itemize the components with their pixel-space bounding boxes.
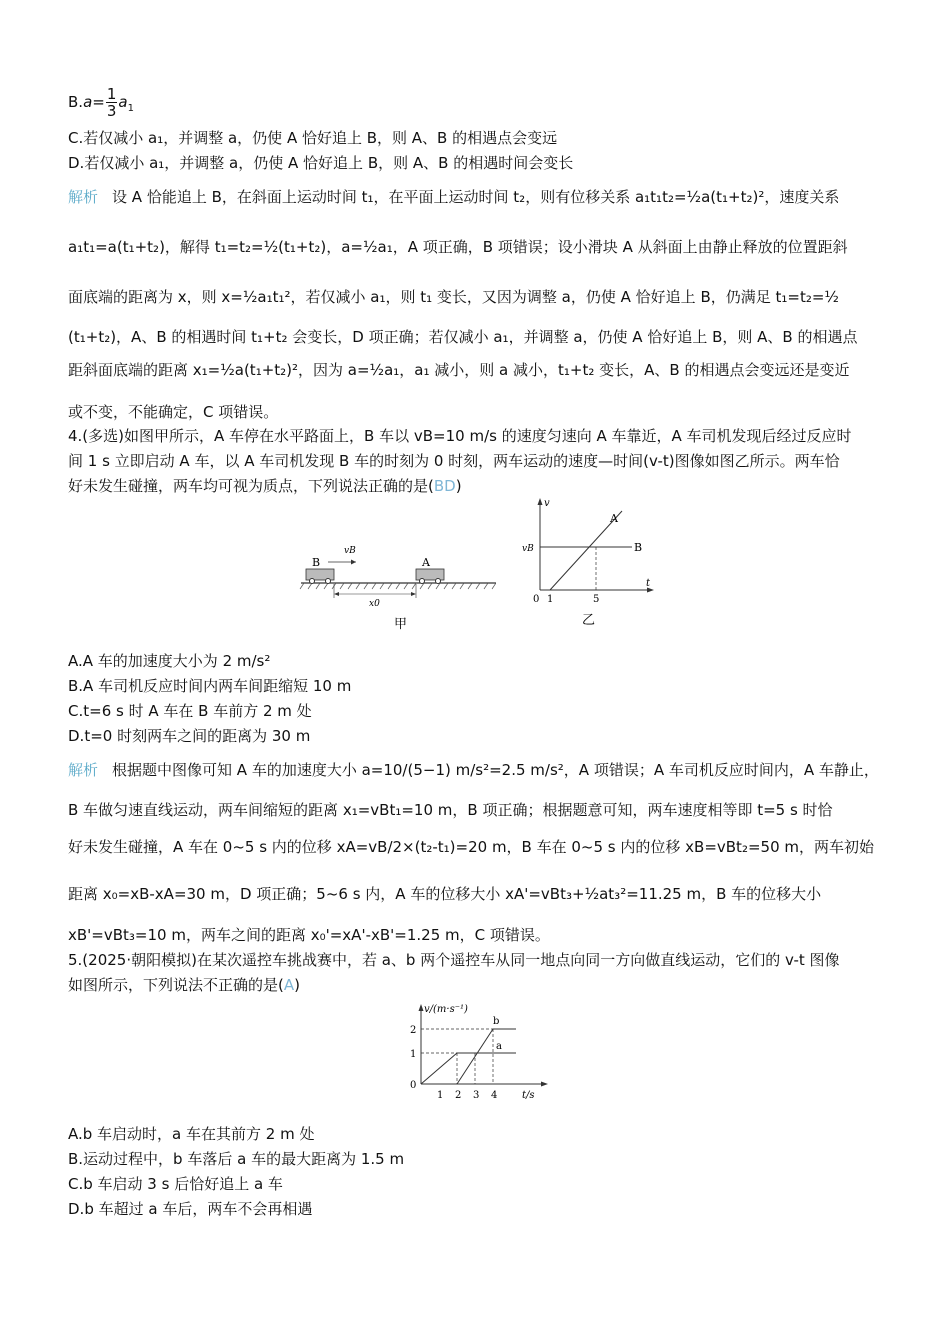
var-a: a xyxy=(83,93,93,111)
label-a: A xyxy=(422,556,430,569)
analysis-label: 解析 xyxy=(68,761,99,779)
equals: = xyxy=(92,93,105,111)
fraction xyxy=(106,86,118,119)
analysis-row: xB'=vBt₃=10 m，两车之间的距离 x₀'=xA'-xB'=1.25 m，C 项错误。 xyxy=(68,926,550,944)
analysis-row: 距离 x₀=xB-xA=30 m，D 项正确；5~6 s 内，A 车的位移大小 xA'=vBt₃+½at₃²=11.25 m，B 车的位移大小 xyxy=(68,885,822,903)
q5-option-d: D.b 车超过 a 车后，两车不会再相遇 xyxy=(68,1200,313,1218)
analysis-row xyxy=(68,187,839,207)
line-b xyxy=(457,1029,516,1084)
analysis-text: 设 A 恰能追上 B，在斜面上运动时间 t₁，在平面上运动时间 t₂，则有位移关系 a₁t₁t₂=½a(t₁+t₂)²，速度关系 xyxy=(112,188,840,206)
line-a-label: A xyxy=(610,512,618,525)
line-a-label: a xyxy=(496,1041,502,1052)
q5-stem-line1: 5.(2025·朝阳模拟)在某次遥控车挑战赛中，若 a、b 两个遥控车从同一地点向同一方向做直线运动，它们的 v-t 图像 xyxy=(68,951,840,969)
label-vb: vB xyxy=(344,546,356,556)
q3-option-d: D.若仅减小 a₁，并调整 a，仍使 A 恰好追上 B，则 A、B 的相遇时间会变长 xyxy=(68,154,574,172)
tick-x3: 3 xyxy=(473,1090,480,1101)
q4-option-b: B.A 车司机反应时间内两车间距缩短 10 m xyxy=(68,677,352,695)
tick-x2: 2 xyxy=(455,1090,462,1101)
analysis-label: 解析 xyxy=(68,188,99,206)
tick-y1: 1 xyxy=(410,1049,417,1060)
q4-option-d: D.t=0 时刻两车之间的距离为 30 m xyxy=(68,727,311,745)
arrow-head xyxy=(541,1082,548,1087)
arrow-head xyxy=(411,592,416,596)
analysis-row xyxy=(68,760,879,780)
tick-1: 1 xyxy=(547,594,554,605)
axis-v-label: v/(m·s⁻¹) xyxy=(424,1004,468,1015)
caption-yi: 乙 xyxy=(582,613,596,628)
arrow-head xyxy=(351,560,356,565)
q5-option-b: B.运动过程中，b 车落后 a 车的最大距离为 1.5 m xyxy=(68,1150,405,1168)
wheel xyxy=(310,579,315,584)
line-b-label: B xyxy=(634,541,643,554)
label-vb: vB xyxy=(522,544,534,554)
car-b xyxy=(306,569,334,580)
analysis-row: 面底端的距离为 x，则 x=½a₁t₁²，若仅减小 a₁，则 t₁ 变长，又因为调整 a，仍使 A 恰好追上 B，仍满足 t₁=t₂=½ xyxy=(68,288,839,306)
q4-stem-line2: 间 1 s 立即启动 A 车，以 A 车司机发现 B 车的时刻为 0 时刻，两车运动的速度—时间(v-t)图像如图乙所示。两车恰 xyxy=(68,452,840,470)
axis-v-label: v xyxy=(544,498,550,509)
analysis-row: B 车做匀速直线运动，两车间缩短的距离 x₁=vBt₁=10 m，B 项正确；根据题意可知，两车速度相等即 t=5 s 时恰 xyxy=(68,801,833,819)
ground-hatch xyxy=(300,583,496,589)
wheel xyxy=(436,579,441,584)
stem-text: 好未发生碰撞，两车均可视为质点，下列说法正确的是( xyxy=(68,477,434,495)
stem-text: 如图所示，下列说法不正确的是( xyxy=(68,976,284,994)
q4-stem-line1: 4.(多选)如图甲所示，A 车停在水平路面上，B 车以 vB=10 m/s 的速度匀速向 A 车靠近，A 车司机发现后经过反应时 xyxy=(68,427,852,445)
analysis-row: 距斜面底端的距离 x₁=½a(t₁+t₂)²，因为 a=½a₁，a₁ 减小，则 a 减小，t₁+t₂ 变长，A、B 的相遇点会变远还是变近 xyxy=(68,361,850,379)
var-a1: a xyxy=(118,93,128,111)
paren: ) xyxy=(294,976,300,994)
option-prefix: B. xyxy=(68,93,84,111)
analysis-row: 好未发生碰撞，A 车在 0~5 s 内的位移 xA=vB/2×(t₂-t₁)=20 m，B 车在 0~5 s 内的位移 xB=vBt₂=50 m，两车初始 xyxy=(68,838,874,856)
tick-x1: 1 xyxy=(437,1090,444,1101)
tick-5: 5 xyxy=(593,594,600,605)
tick-x4: 4 xyxy=(491,1090,498,1101)
analysis-row: a₁t₁=a(t₁+t₂)，解得 t₁=t₂=½(t₁+t₂)，a=½a₁，A 项正确，B 项错误；设小滑块 A 从斜面上由静止释放的位置距斜 xyxy=(68,238,848,256)
car-a xyxy=(416,569,444,580)
q4-stem-line3 xyxy=(68,476,462,496)
analysis-text: 根据题中图像可知 A 车的加速度大小 a=10/(5−1) m/s²=2.5 m/s²，A 项错误；A 车司机反应时间内，A 车静止， xyxy=(112,761,879,779)
paren: ) xyxy=(455,477,462,495)
q5-stem-line2 xyxy=(68,975,300,995)
line-a xyxy=(421,1053,516,1084)
denominator: 3 xyxy=(106,102,117,120)
q3-option-c: C.若仅减小 a₁，并调整 a，仍使 A 恰好追上 B，则 A、B 的相遇点会变远 xyxy=(68,129,558,147)
arrow-head xyxy=(419,1004,424,1011)
tick-y2: 2 xyxy=(410,1025,417,1036)
axis-t-label: t xyxy=(646,578,651,589)
q4-option-a: A.A 车的加速度大小为 2 m/s² xyxy=(68,652,271,670)
axis-t-label: t/s xyxy=(522,1090,535,1101)
arrow-head xyxy=(538,498,543,505)
analysis-row: 或不变，不能确定，C 项错误。 xyxy=(68,403,279,421)
q4-option-c: C.t=6 s 时 A 车在 B 车前方 2 m 处 xyxy=(68,702,312,720)
label-x0: x0 xyxy=(369,599,380,609)
q5-option-a: A.b 车启动时，a 车在其前方 2 m 处 xyxy=(68,1125,315,1143)
wheel xyxy=(420,579,425,584)
figure-jia xyxy=(296,536,496,636)
answer: A xyxy=(283,976,295,994)
arrow-head xyxy=(334,592,339,596)
q5-option-c: C.b 车启动 3 s 后恰好追上 a 车 xyxy=(68,1175,283,1193)
caption-jia: 甲 xyxy=(394,617,408,632)
wheel xyxy=(326,579,331,584)
analysis-row: (t₁+t₂)，A、B 的相遇时间 t₁+t₂ 会变长，D 项正确；若仅减小 a₁，并调整 a，仍使 A 恰好追上 B，则 A、B 的相遇点 xyxy=(68,328,858,346)
tick-0: 0 xyxy=(533,594,540,605)
answer: BD xyxy=(433,477,456,495)
numerator: 1 xyxy=(106,85,117,103)
q3-option-b xyxy=(68,86,134,119)
figure-yi xyxy=(520,494,660,632)
tick-origin: 0 xyxy=(410,1080,417,1091)
line-b-label: b xyxy=(493,1016,500,1027)
subscript: 1 xyxy=(127,103,134,114)
label-b: B xyxy=(312,556,321,569)
figure-q5 xyxy=(404,996,554,1102)
